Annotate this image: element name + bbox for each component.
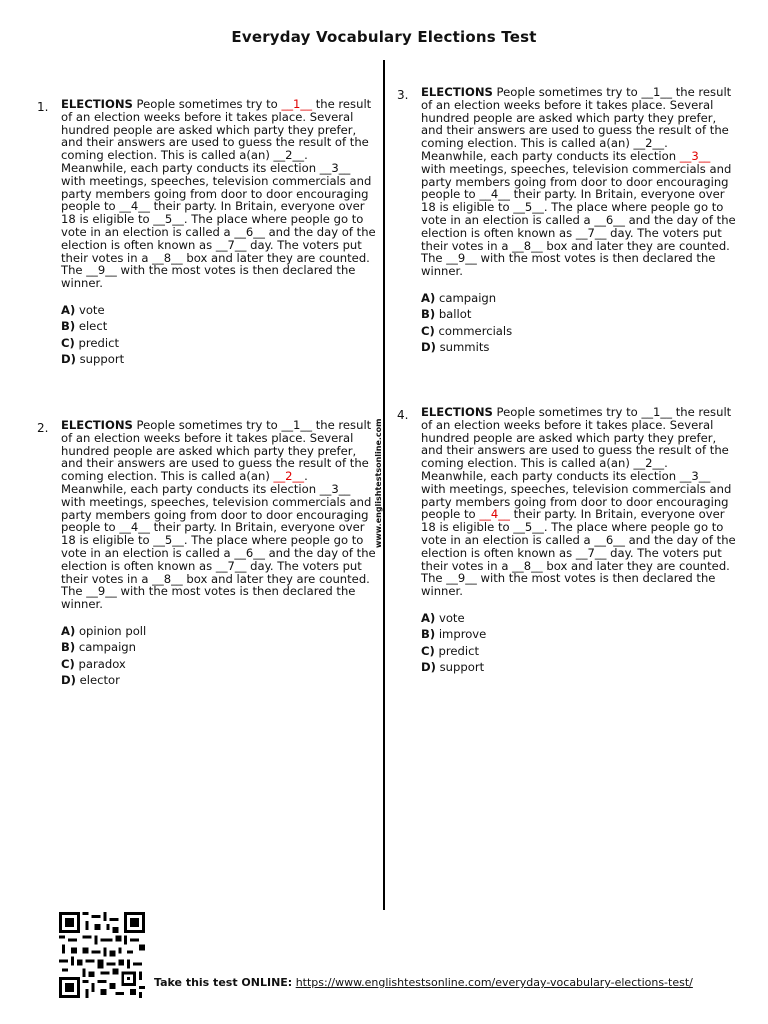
passage-text: the result of an election weeks before it takes place. Several hundred people are asked which party they prefer, and their answers are used to guess the result of the coming election. This is called a(an)	[421, 405, 732, 471]
passage-text: the result of an election weeks before it takes place. Several hundred people are asked which party they prefer, and their answers are used to guess the result of the coming election. This is called a(an)	[61, 418, 372, 484]
option-letter: B)	[61, 640, 76, 655]
option-text: support	[79, 352, 125, 367]
passage-text: their party. In Britain, everyone over 18 is eligible to	[61, 520, 365, 548]
option-letter: B)	[61, 319, 76, 334]
answer-option[interactable]	[421, 626, 736, 642]
answer-option[interactable]	[61, 672, 376, 688]
option-text: opinion poll	[78, 623, 147, 638]
question-number: 2.	[37, 421, 49, 435]
blank-4: __4__	[119, 520, 150, 535]
question-number: 3.	[397, 88, 409, 102]
passage-text: People sometimes try to	[492, 85, 642, 99]
passage-text: People sometimes try to	[132, 418, 282, 432]
blank-2: __2__	[633, 456, 665, 471]
answer-option[interactable]	[421, 306, 736, 322]
page-title: Everyday Vocabulary Elections Test	[231, 28, 537, 46]
option-text: commercials	[438, 323, 513, 338]
blank-3: __3__	[679, 148, 711, 163]
qr-code[interactable]	[58, 912, 146, 998]
blank-6: __6__	[234, 224, 265, 239]
option-text: vote	[78, 302, 105, 317]
passage-text: with meetings, speeches, television commercials and party members going from door to door encouraging people to	[61, 173, 372, 214]
option-text: ballot	[438, 307, 472, 322]
option-text: improve	[438, 627, 487, 642]
blank-7: __7__	[215, 237, 247, 252]
question-number: 1.	[37, 100, 49, 114]
passage-text: . The place where people go to vote in an election is called a	[421, 200, 724, 227]
passage-text: box and later they are counted. The	[61, 571, 370, 599]
passage-text: with the most votes is then declared the winner.	[421, 571, 716, 599]
blank-2: __2__	[273, 148, 305, 163]
answer-option[interactable]	[61, 623, 376, 639]
passage-text: box and later they are counted. The	[421, 238, 730, 266]
passage-text: the result of an election weeks before it takes place. Several hundred people are asked which party they prefer, and their answers are used to guess the result of the coming election. This is called a(an)	[421, 85, 732, 151]
option-letter: D)	[421, 340, 436, 355]
blank-4: __4__	[479, 187, 510, 202]
passage-text: day. The voters put their votes in a	[421, 545, 722, 573]
passage-text: with meetings, speeches, television commercials and party members going from door to door encouraging people to	[61, 494, 372, 535]
blank-6: __6__	[594, 532, 625, 547]
blank-3: __3__	[679, 468, 711, 483]
passage-text: . Meanwhile, each party conducts its election	[61, 148, 320, 175]
option-letter: C)	[61, 656, 75, 671]
passage-text: People sometimes try to	[132, 97, 282, 111]
answer-options	[61, 623, 376, 689]
passage-text: day. The voters put their votes in a	[421, 225, 722, 253]
test-online-link[interactable]: https://www.englishtestsonline.com/everyday-vocabulary-elections-test/	[295, 976, 693, 989]
option-text: vote	[438, 610, 465, 625]
passage-text: the result of an election weeks before it takes place. Several hundred people are asked which party they prefer, and their answers are used to guess the result of the coming election. This is called a(an)	[61, 97, 372, 163]
answer-option[interactable]	[61, 639, 376, 655]
blank-8: __8__	[512, 238, 543, 253]
blank-9: __9__	[86, 584, 117, 599]
blank-5: __5__	[513, 520, 544, 535]
option-letter: A)	[61, 623, 76, 638]
side-watermark-url: www.englishtestsonline.com	[374, 418, 383, 548]
passage-text: . The place where people go to vote in an election is called a	[61, 533, 364, 560]
question-number: 4.	[397, 408, 409, 422]
passage-text: with meetings, speeches, television commercials and party members going from door to door encouraging people to	[421, 481, 732, 522]
passage-text: day. The voters put their votes in a	[61, 558, 362, 586]
option-text: predict	[78, 335, 120, 350]
option-letter: C)	[421, 323, 435, 338]
answer-option[interactable]	[61, 318, 376, 334]
option-text: support	[439, 660, 485, 675]
option-text: campaign	[78, 640, 136, 655]
blank-2: __2__	[633, 136, 665, 151]
passage-text: with the most votes is then declared the winner.	[61, 263, 356, 291]
passage-text: People sometimes try to	[492, 405, 642, 419]
option-letter: A)	[421, 290, 436, 305]
blank-9: __9__	[446, 251, 477, 266]
question-passage	[421, 406, 736, 598]
blank-8: __8__	[512, 558, 543, 573]
answer-option[interactable]	[421, 610, 736, 626]
blank-5: __5__	[153, 212, 184, 227]
blank-6: __6__	[594, 212, 625, 227]
blank-4: __4__	[119, 199, 150, 214]
blank-7: __7__	[575, 225, 607, 240]
answer-options	[421, 610, 736, 676]
answer-option[interactable]	[61, 656, 376, 672]
option-text: elector	[79, 673, 120, 688]
answer-option[interactable]	[61, 302, 376, 318]
blank-8: __8__	[152, 571, 183, 586]
question-4	[397, 405, 736, 676]
passage-text: . Meanwhile, each party conducts its election	[61, 469, 320, 496]
option-text: campaign	[438, 290, 497, 305]
answer-option[interactable]	[421, 643, 736, 659]
passage-text: . The place where people go to vote in an election is called a	[421, 520, 724, 547]
blank-1: __1__	[281, 418, 313, 432]
blank-7: __7__	[215, 558, 247, 573]
option-text: predict	[438, 643, 480, 658]
passage-text: their party. In Britain, everyone over 18 is eligible to	[61, 199, 365, 227]
option-letter: A)	[61, 302, 76, 317]
footer-label: Take this test ONLINE:	[154, 976, 293, 989]
option-text: paradox	[78, 656, 126, 671]
passage-text: and the day of the election is often known as	[61, 224, 376, 252]
blank-5: __5__	[513, 200, 544, 215]
option-letter: C)	[421, 643, 435, 658]
passage-text: with meetings, speeches, television commercials and party members going from door to door encouraging people to	[421, 161, 732, 202]
question-2	[37, 418, 376, 689]
passage-text: their party. In Britain, everyone over 18 is eligible to	[421, 507, 725, 535]
question-passage	[61, 419, 376, 611]
question-1	[37, 97, 376, 368]
blank-1: __1__	[641, 85, 673, 99]
answer-option[interactable]	[61, 335, 376, 351]
passage-text: and the day of the election is often known as	[61, 545, 376, 573]
answer-options	[61, 302, 376, 368]
passage-text: . The place where people go to vote in an election is called a	[61, 212, 364, 239]
passage-text: their party. In Britain, everyone over 18 is eligible to	[421, 187, 725, 215]
column-divider	[383, 60, 385, 910]
passage-heading: ELECTIONS	[421, 85, 493, 99]
blank-1: __1__	[281, 97, 313, 111]
blank-8: __8__	[152, 250, 183, 265]
question-passage	[421, 86, 736, 278]
blank-3: __3__	[319, 481, 351, 496]
option-text: summits	[439, 340, 490, 355]
blank-5: __5__	[153, 533, 184, 548]
option-text: elect	[78, 319, 108, 334]
blank-1: __1__	[641, 405, 673, 419]
blank-9: __9__	[86, 263, 117, 278]
option-letter: D)	[421, 660, 436, 675]
blank-2: __2__	[273, 469, 305, 484]
passage-text: box and later they are counted. The	[421, 558, 730, 586]
passage-text: . Meanwhile, each party conducts its election	[421, 456, 680, 483]
footer	[154, 976, 693, 989]
option-letter: D)	[61, 673, 76, 688]
blank-7: __7__	[575, 545, 607, 560]
passage-text: box and later they are counted. The	[61, 250, 370, 278]
passage-text: with the most votes is then declared the winner.	[421, 251, 716, 279]
blank-4: __4__	[479, 507, 510, 522]
answer-option[interactable]	[421, 323, 736, 339]
answer-option[interactable]	[421, 659, 736, 675]
passage-heading: ELECTIONS	[61, 418, 133, 432]
option-letter: A)	[421, 610, 436, 625]
option-letter: D)	[61, 352, 76, 367]
option-letter: B)	[421, 307, 436, 322]
passage-text: day. The voters put their votes in a	[61, 237, 362, 265]
option-letter: C)	[61, 335, 75, 350]
passage-heading: ELECTIONS	[61, 97, 133, 111]
blank-3: __3__	[319, 160, 351, 175]
passage-text: and the day of the election is often known as	[421, 532, 736, 560]
blank-6: __6__	[234, 545, 265, 560]
passage-text: . Meanwhile, each party conducts its election	[421, 136, 680, 163]
answer-option[interactable]	[421, 339, 736, 355]
blank-9: __9__	[446, 571, 477, 586]
passage-text: with the most votes is then declared the winner.	[61, 584, 356, 612]
option-letter: B)	[421, 627, 436, 642]
question-passage	[61, 98, 376, 290]
answer-options	[421, 290, 736, 356]
answer-option[interactable]	[421, 290, 736, 306]
passage-heading: ELECTIONS	[421, 405, 493, 419]
answer-option[interactable]	[61, 351, 376, 367]
question-3	[397, 85, 736, 356]
passage-text: and the day of the election is often known as	[421, 212, 736, 240]
